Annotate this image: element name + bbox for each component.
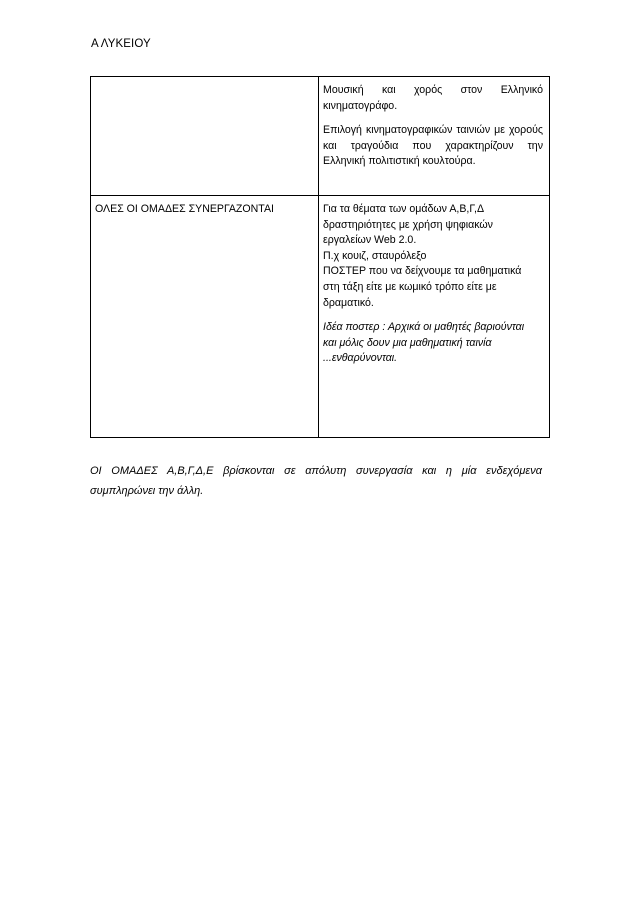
text-line: στη τάξη είτε με κωμικό τρόπο είτε με [323, 280, 497, 293]
text-line: ...ενθαρύνονται. [323, 352, 398, 365]
text-line: Ιδέα ποστερ : Αρχικά οι μαθητές βαριούνται [323, 321, 525, 334]
text-line: δραστηριότητες με χρήση ψηφιακών [323, 218, 493, 231]
table-row [91, 196, 550, 438]
text-line: εργαλείων Web 2.0. [323, 234, 417, 247]
paragraph-film-selection: Επιλογή κινηματογραφικών ταινιών με χορούς και τραγούδια που χαρακτηρίζουν την Ελληνική πολιτιστική κουλτούρα. [323, 124, 543, 168]
table-cell-right [319, 77, 550, 196]
text-line: Για τα θέματα των ομάδων Α,Β,Γ,Δ [323, 203, 485, 215]
table-row [91, 77, 550, 196]
table-cell-left: ΟΛΕΣ ΟΙ ΟΜΑΔΕΣ ΣΥΝΕΡΓΑΖΟΝΤΑΙ [91, 196, 319, 438]
text-line: και μόλις δουν μια μαθηματική ταινία [323, 336, 492, 349]
footer-note: ΟΙ ΟΜΑΔΕΣ Α,Β,Γ,Δ,Ε βρίσκονται σε απόλυτη συνεργασία και η μία ενδεχόμενα συμπληρώνει την άλλη. [90, 465, 542, 497]
text-line: δραματικό. [323, 296, 374, 309]
text-line: Π.χ κουιζ, σταυρόλεξο [323, 249, 427, 262]
poster-idea-paragraph [323, 320, 543, 367]
table-cell-right [319, 196, 550, 438]
table-cell-left [91, 77, 319, 196]
page-header: Α ΛΥΚΕΙΟΥ [91, 38, 151, 50]
activities-table [90, 76, 550, 438]
text-line: ΠΟΣΤΕΡ που να δείχνουμε τα μαθηματικά [323, 265, 522, 278]
paragraph-music-dance: Μουσική και χορός στον Ελληνικό κινηματογράφο. [323, 84, 543, 112]
activities-paragraph [323, 202, 543, 311]
